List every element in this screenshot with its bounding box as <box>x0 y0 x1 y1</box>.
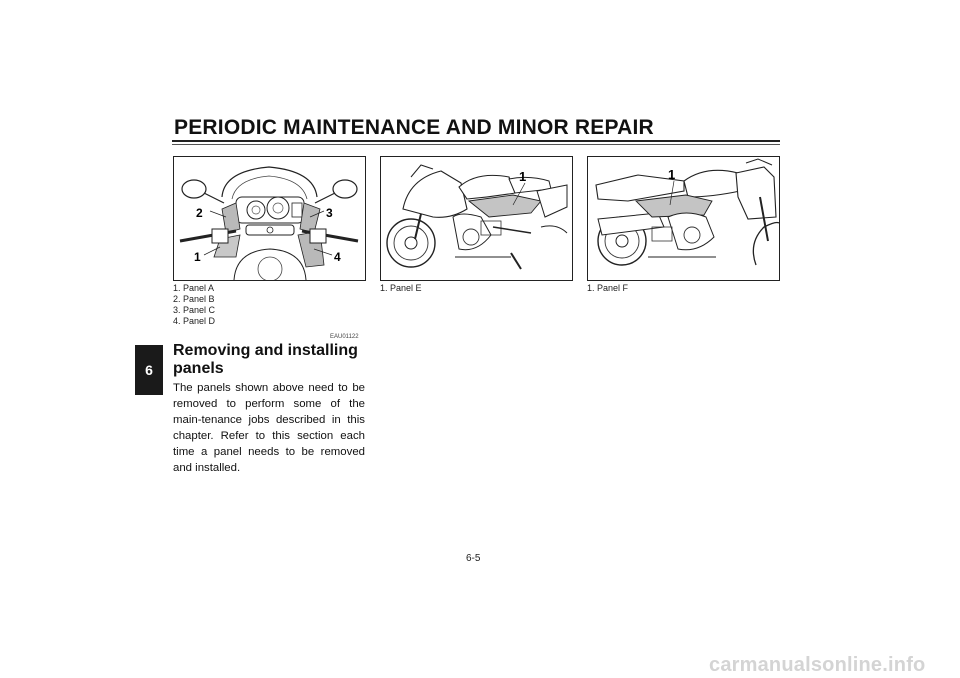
page-title: PERIODIC MAINTENANCE AND MINOR REPAIR <box>174 116 654 139</box>
figure-right-side-panel-f <box>587 156 780 281</box>
header-rule-thin <box>172 144 780 145</box>
callout-4: 4 <box>334 250 341 264</box>
chapter-tab: 6 <box>135 345 163 395</box>
caption-panel-e: 1. Panel E <box>380 283 422 293</box>
figure-handlebar-panels <box>173 156 366 281</box>
figure-right-captions <box>587 283 628 294</box>
section-body: The panels shown above need to be removed to perform some of the main-tenance jobs described in this chapter. Refer to this section each time a panel needs to be removed and installed. <box>173 382 365 474</box>
callout-3: 3 <box>326 206 333 220</box>
header-rule <box>172 140 780 142</box>
right-mirror-icon <box>315 180 357 203</box>
figure-left-side-panel-e <box>380 156 573 281</box>
callout-1: 1 <box>668 167 676 182</box>
page-number: 6-5 <box>466 553 481 564</box>
watermark: carmanualsonline.info <box>709 654 926 676</box>
caption-panel-b: 2. Panel B <box>173 294 215 304</box>
caption-panel-a: 1. Panel A <box>173 283 215 293</box>
caption-panel-f: 1. Panel F <box>587 283 629 293</box>
callout-1: 1 <box>519 169 527 184</box>
figure-left-captions <box>380 283 422 294</box>
left-mirror-icon <box>182 180 224 203</box>
section-heading: Removing and installing panels <box>173 342 358 377</box>
section-code: EAU01122 <box>330 334 359 340</box>
figure-handlebar-captions <box>173 283 215 327</box>
callout-1: 1 <box>194 250 201 264</box>
callout-2: 2 <box>196 206 203 220</box>
caption-panel-d: 4. Panel D <box>173 316 216 326</box>
caption-panel-c: 3. Panel C <box>173 305 216 315</box>
